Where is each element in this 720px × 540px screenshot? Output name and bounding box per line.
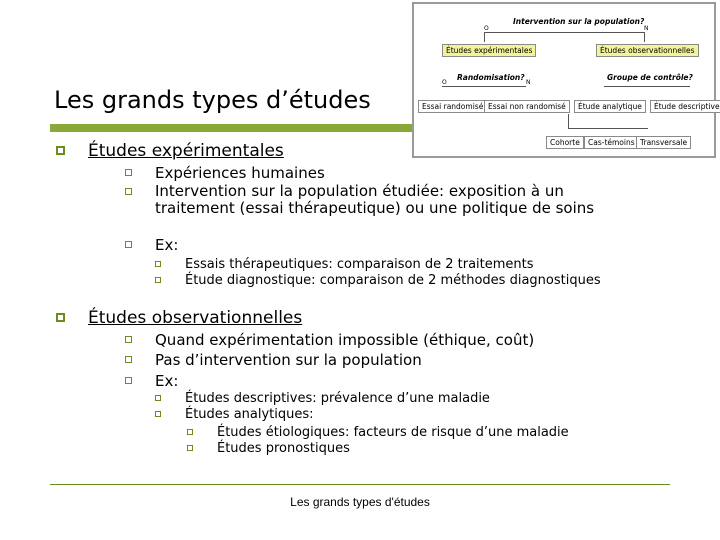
example-therapeutic-trials: Essais thérapeutiques: comparaison de 2 traitements (185, 257, 534, 272)
diagram-yes-mark: O (442, 79, 447, 86)
example-bullet (155, 261, 161, 267)
example-bullet (155, 277, 161, 283)
item-bullet (125, 336, 132, 343)
sub-example-bullet (187, 445, 193, 451)
diagram-leaf-descriptive-study: Étude descriptive (650, 100, 720, 113)
diagram-sub-cohort: Cohorte (546, 136, 584, 149)
section-heading-experimental: Études expérimentales (88, 141, 284, 161)
slide-title: Les grands types d’études (54, 86, 371, 114)
diagram-no-mark: N (644, 25, 649, 32)
diagram-node-experimental: Études expérimentales (442, 44, 536, 57)
diagram-connector (484, 32, 644, 33)
section-bullet (56, 313, 65, 322)
item-ex-label: Ex: (155, 236, 179, 254)
diagram-yes-mark: O (484, 25, 489, 32)
item-no-intervention: Pas d’intervention sur la population (155, 351, 422, 369)
section-heading-observational: Études observationnelles (88, 308, 303, 328)
diagram-root-question: Intervention sur la population? (513, 17, 645, 26)
diagram-no-mark: N (526, 79, 531, 86)
sub-example-prognostic: Études pronostiques (217, 441, 350, 456)
diagram-sub-case-control: Cas-témoins (584, 136, 639, 149)
item-bullet (125, 356, 132, 363)
diagram-leaf-randomized-trial: Essai randomisé (418, 100, 487, 113)
footer-rule (50, 484, 670, 485)
item-bullet (125, 169, 132, 176)
item-bullet (125, 188, 132, 195)
diagram-connector (568, 114, 569, 128)
diagram-connector (568, 128, 648, 129)
diagram-node-observational: Études observationnelles (596, 44, 699, 57)
item-ex-label: Ex: (155, 372, 179, 390)
sub-example-bullet (187, 429, 193, 435)
item-intervention: Intervention sur la population étudiée: exposition à un traitement (essai thérapeutique) ou une politique de soins (155, 182, 595, 217)
diagram-connector (484, 32, 485, 42)
slide-footer: Les grands types d'études (290, 495, 430, 509)
item-experiment-impossible: Quand expérimentation impossible (éthique, coût) (155, 331, 535, 349)
example-analytic-studies: Études analytiques: (185, 407, 314, 422)
diagram-leaf-analytic-study: Étude analytique (574, 100, 646, 113)
diagram-connector (442, 86, 526, 87)
item-bullet (125, 241, 132, 248)
item-bullet (125, 377, 132, 384)
diagram-question-randomisation: Randomisation? (457, 73, 525, 82)
section-bullet (56, 146, 65, 155)
example-bullet (155, 411, 161, 417)
diagram-question-control: Groupe de contrôle? (607, 73, 693, 82)
diagram-connector (604, 86, 690, 87)
example-bullet (155, 395, 161, 401)
study-types-diagram (412, 2, 720, 158)
sub-example-etiologic: Études étiologiques: facteurs de risque d’une maladie (217, 425, 569, 440)
example-descriptive-studies: Études descriptives: prévalence d’une maladie (185, 391, 490, 406)
diagram-sub-cross-sectional: Transversale (636, 136, 691, 149)
diagram-connector (644, 32, 645, 42)
item-human-experiments: Expériences humaines (155, 164, 325, 182)
diagram-leaf-nonrandomized-trial: Essai non randomisé (484, 100, 570, 113)
example-diagnostic-study: Étude diagnostique: comparaison de 2 méthodes diagnostiques (185, 273, 601, 288)
